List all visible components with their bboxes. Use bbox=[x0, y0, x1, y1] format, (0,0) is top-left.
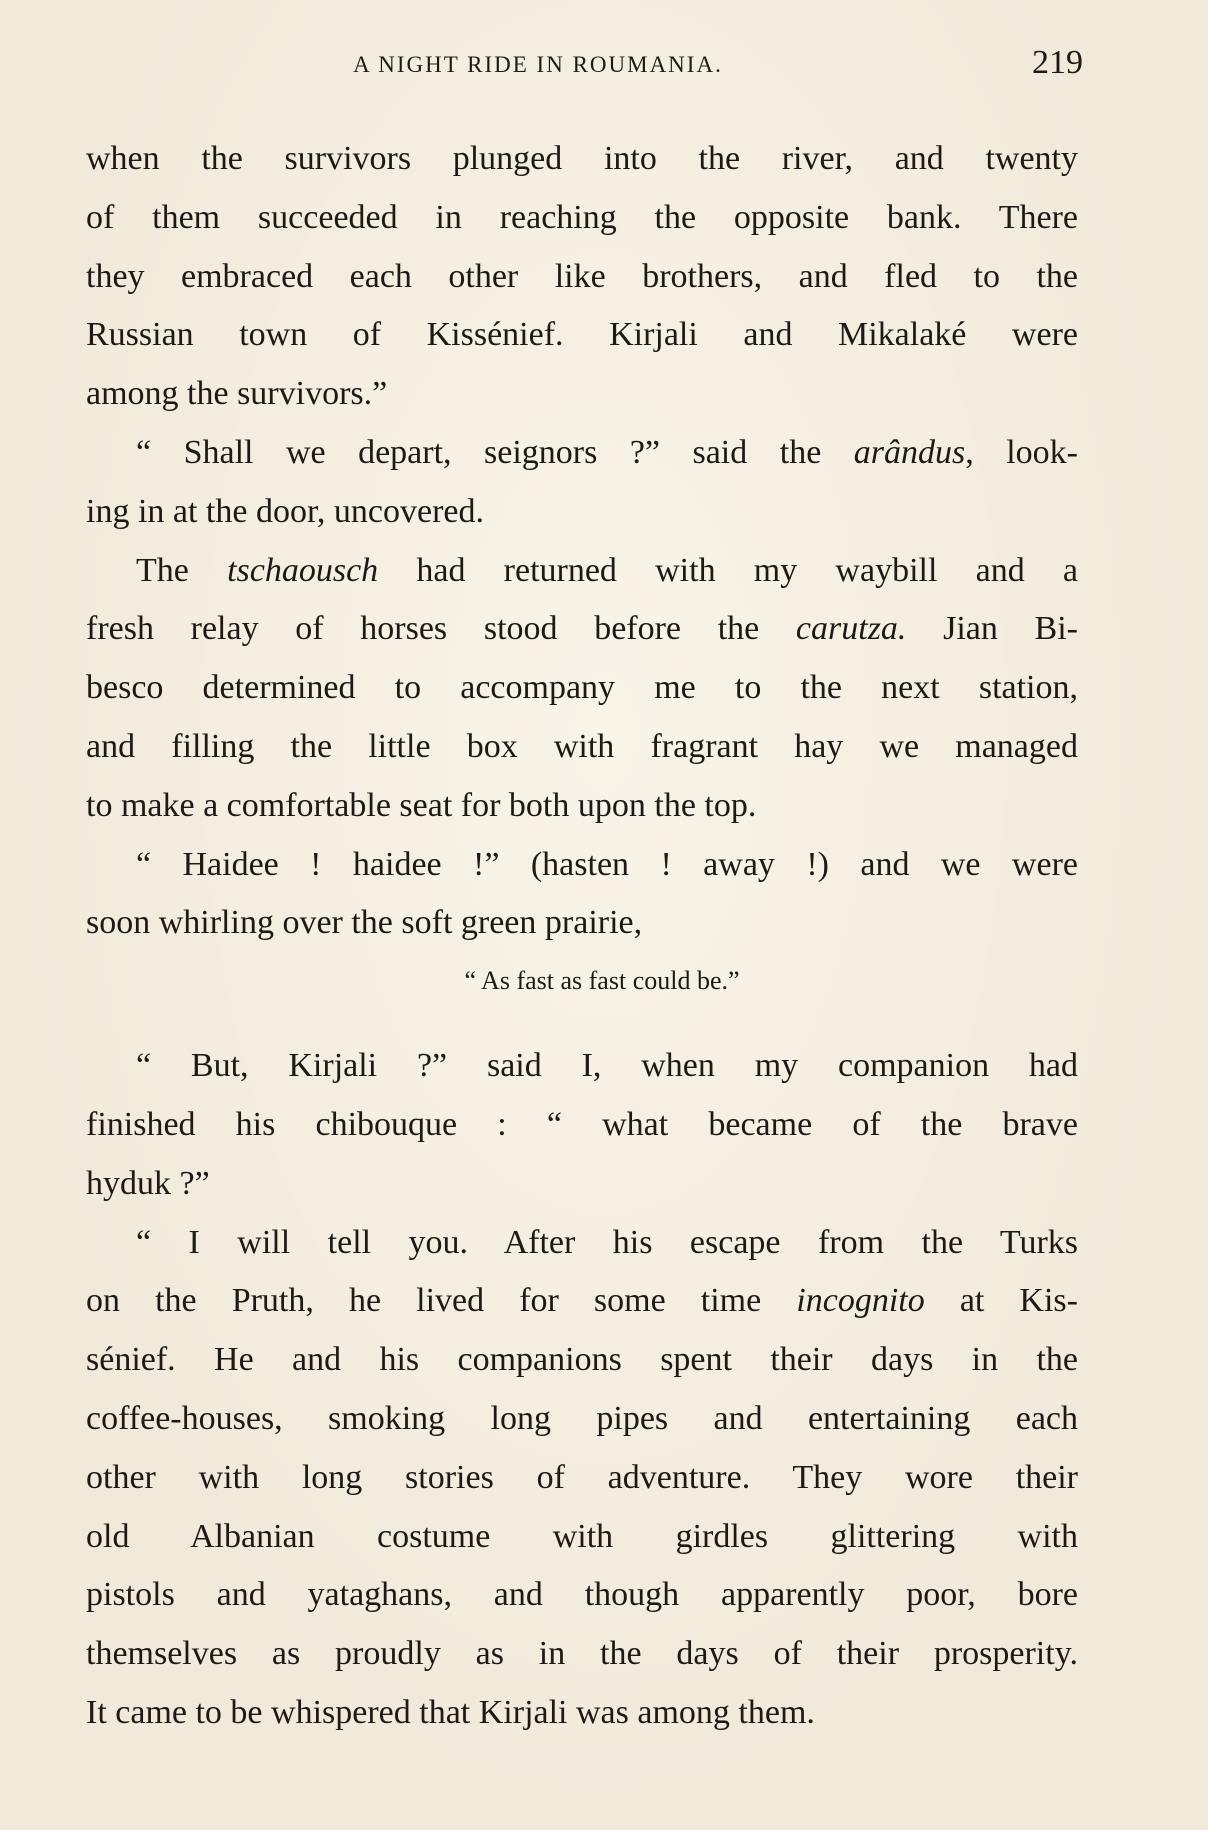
text-line: of them succeeded in reaching the opposite bank. There bbox=[86, 198, 1078, 236]
text-line bbox=[86, 542, 1078, 601]
text-line: themselves as proudly as in the days of their prosperity. bbox=[86, 1635, 1078, 1673]
text-line: pistols and yataghans, and though apparently poor, bore bbox=[86, 1576, 1078, 1614]
text-segment: “ Shall we depart, seignors ?” said the bbox=[136, 433, 854, 471]
text-line: and filling the little box with fragrant hay we managed bbox=[86, 727, 1078, 765]
text-line: It came to be whispered that Kirjali was among them. bbox=[86, 1693, 815, 1731]
text-line bbox=[86, 1272, 1078, 1331]
text-line: “ Haidee ! haidee !” (hasten ! away !) and we were bbox=[136, 845, 1078, 883]
text-segment: had returned with my waybill and a bbox=[378, 551, 1078, 589]
text-line bbox=[86, 600, 1078, 659]
text-line: other with long stories of adventure. They wore their bbox=[86, 1458, 1078, 1496]
running-head bbox=[88, 44, 1083, 94]
text-line: “ I will tell you. After his escape from the Turks bbox=[136, 1223, 1078, 1261]
text-line: besco determined to accompany me to the next station, bbox=[86, 669, 1078, 707]
page-number: 219 bbox=[1032, 44, 1083, 81]
italic-term: arândus bbox=[853, 433, 966, 471]
text-segment: on the Pruth, he lived for some time bbox=[86, 1282, 797, 1320]
body-text bbox=[86, 130, 1078, 1743]
text-line: among the survivors.” bbox=[86, 375, 388, 413]
text-segment: at Kis- bbox=[924, 1282, 1078, 1320]
text-line: soon whirling over the soft green prairie, bbox=[86, 904, 643, 942]
text-segment: Jian Bi- bbox=[906, 610, 1078, 648]
italic-term: tschaousch bbox=[227, 551, 379, 589]
text-line: sénief. He and his companions spent their days in the bbox=[86, 1341, 1078, 1379]
italic-term: carutza. bbox=[795, 610, 907, 648]
text-line: when the survivors plunged into the river, and twenty bbox=[86, 140, 1078, 177]
text-line: ing in at the door, uncovered. bbox=[86, 492, 485, 530]
italic-term: incognito bbox=[796, 1282, 925, 1320]
text-line: to make a comfortable seat for both upon the top. bbox=[86, 786, 757, 824]
text-line: finished his chibouque : “ what became of the brave bbox=[86, 1105, 1078, 1143]
text-segment: , look- bbox=[965, 433, 1078, 471]
text-line: “ But, Kirjali ?” said I, when my companion had bbox=[136, 1047, 1078, 1085]
text-segment: fresh relay of horses stood before the bbox=[86, 610, 796, 648]
text-line: they embraced each other like brothers, and fled to the bbox=[86, 257, 1078, 295]
verse-quote: “ As fast as fast could be.” bbox=[464, 966, 740, 996]
text-segment: The bbox=[136, 551, 228, 589]
text-line: old Albanian costume with girdles glittering with bbox=[86, 1517, 1078, 1555]
text-line: Russian town of Kissénief. Kirjali and Mikalaké were bbox=[86, 316, 1078, 354]
text-line: coffee-houses, smoking long pipes and entertaining each bbox=[86, 1399, 1078, 1437]
text-line: hyduk ?” bbox=[86, 1164, 210, 1202]
text-line bbox=[86, 424, 1078, 483]
verse-spacer bbox=[86, 1013, 1078, 1037]
running-title: A NIGHT RIDE IN ROUMANIA. bbox=[353, 52, 723, 77]
